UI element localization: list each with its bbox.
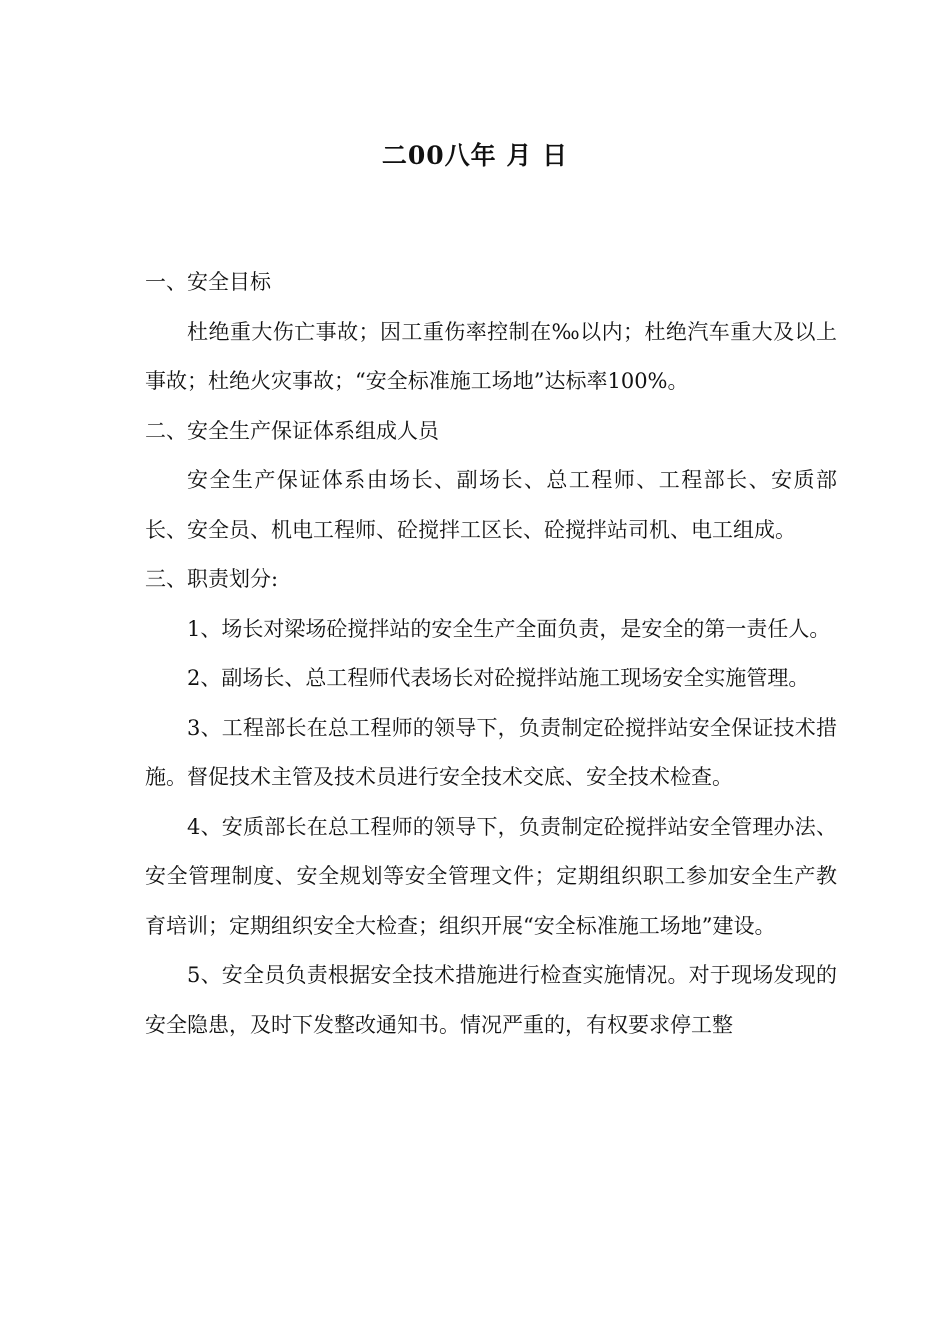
paragraph-responsibility-5: 5、安全员负责根据安全技术措施进行检查实施情况。对于现场发现的安全隐患，及时下发整改通知书。情况严重的，有权要求停工整 [145, 963, 837, 1037]
section-heading-responsibilities: 三、职责划分: [145, 567, 279, 591]
document-body [145, 258, 837, 1050]
document-title: 二00八年 月 日 [381, 141, 569, 170]
paragraph-safety-goals: 杜绝重大伤亡事故；因工重伤率控制在‰以内；杜绝汽车重大及以上事故；杜绝火灾事故；“安全标准施工场地”达标率100%。 [145, 319, 837, 393]
section-heading-safety-goals: 一、安全目标 [145, 270, 271, 294]
section-heading-personnel: 二、安全生产保证体系组成人员 [145, 418, 439, 443]
paragraph-responsibility-3: 3、工程部长在总工程师的领导下，负责制定砼搅拌站安全保证技术措施。督促技术主管及技术员进行安全技术交底、安全技术检查。 [145, 715, 837, 789]
paragraph-responsibility-2: 2、副场长、总工程师代表场长对砼搅拌站施工现场安全实施管理。 [187, 666, 810, 690]
paragraph-responsibility-4: 4、安质部长在总工程师的领导下，负责制定砼搅拌站安全管理办法、安全管理制度、安全规划等安全管理文件；定期组织职工参加安全生产教育培训；定期组织安全大检查；组织开展“安全标准施工场地”建设。 [145, 814, 837, 938]
paragraph-personnel: 安全生产保证体系由场长、副场长、总工程师、工程部长、安质部长、安全员、机电工程师、砼搅拌工区长、砼搅拌站司机、电工组成。 [145, 468, 837, 542]
paragraph-responsibility-1: 1、场长对梁场砼搅拌站的安全生产全面负责，是安全的第一责任人。 [187, 616, 831, 641]
